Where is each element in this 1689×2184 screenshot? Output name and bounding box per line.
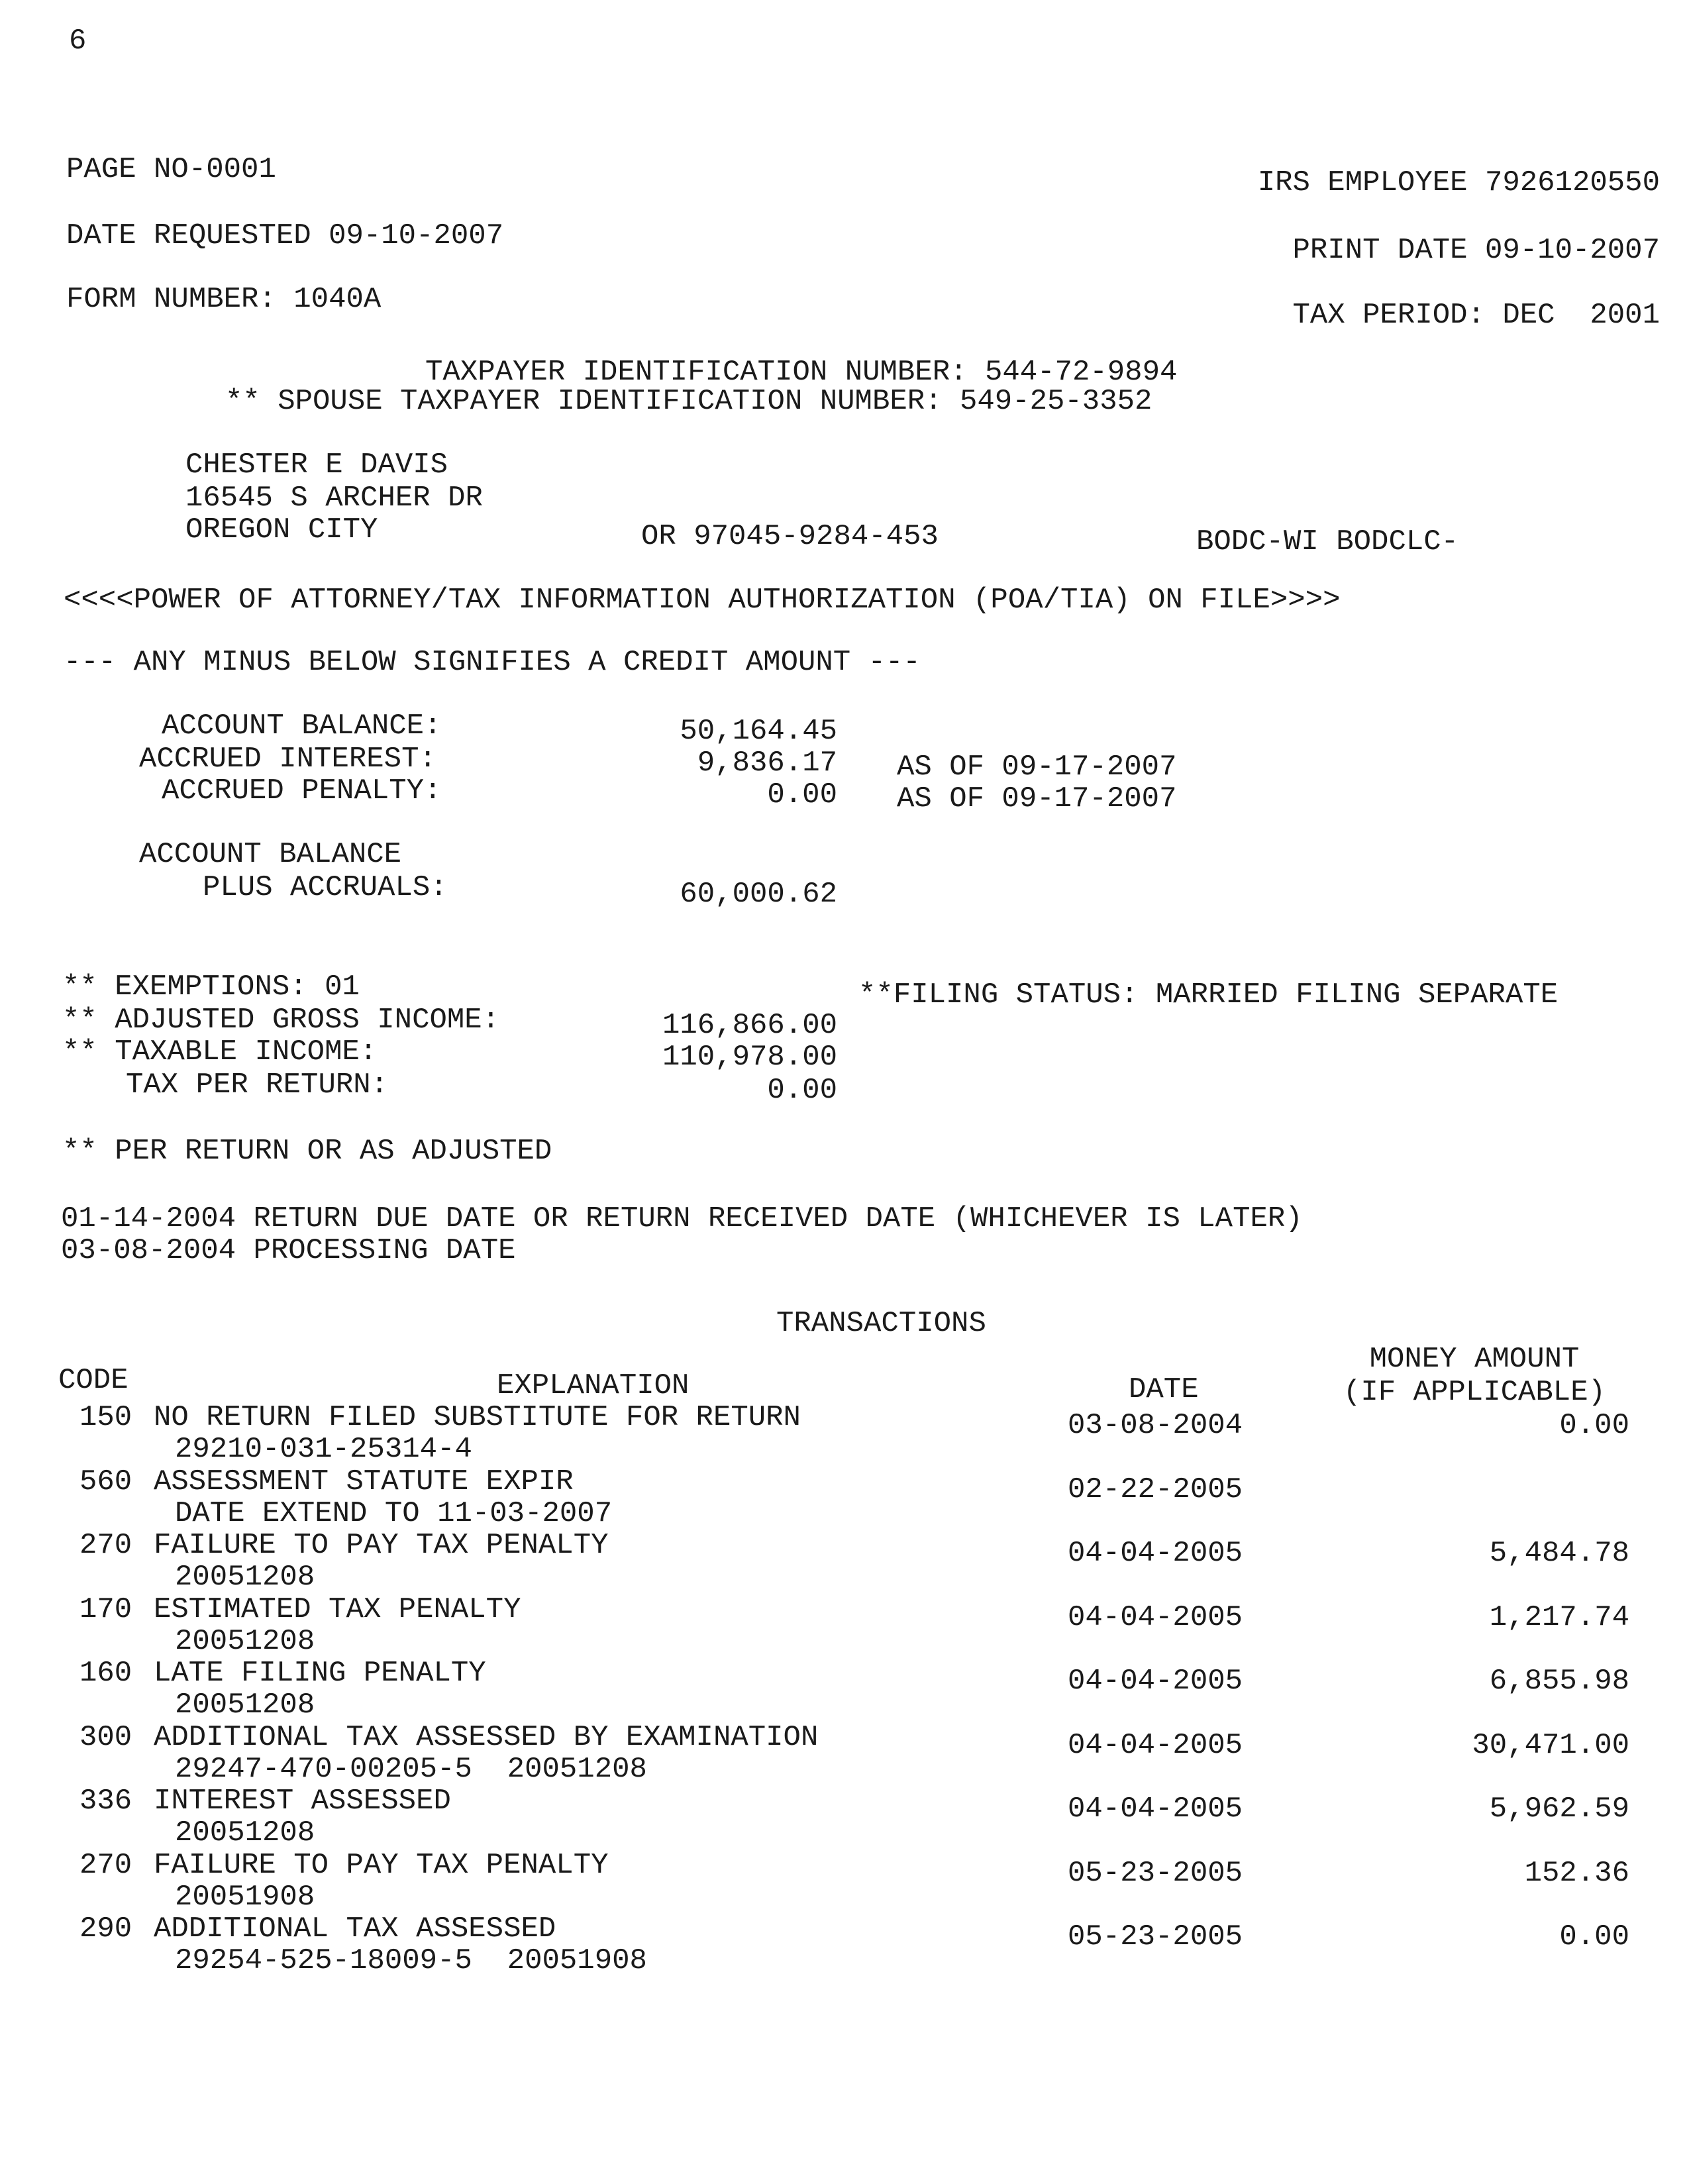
transaction-amount: 5,962.59 [1489, 1793, 1629, 1826]
accrued-penalty-label: ACCRUED PENALTY: [162, 774, 442, 807]
column-code: CODE [58, 1364, 128, 1397]
exemptions: ** EXEMPTIONS: 01 [62, 970, 360, 1004]
transaction-explanation: INTEREST ASSESSED [154, 1785, 451, 1818]
transaction-detail: 20051208 [175, 1625, 315, 1658]
transaction-date: 04-04-2005 [1068, 1537, 1243, 1570]
poa-notice: <<<<POWER OF ATTORNEY/TAX INFORMATION AUTHORIZATION (POA/TIA) ON FILE>>>> [64, 584, 1341, 617]
transaction-amount: 1,217.74 [1489, 1601, 1629, 1634]
transactions-title: TRANSACTIONS [776, 1307, 986, 1340]
account-balance-value: 50,164.45 [680, 715, 837, 748]
return-due-date-line: 01-14-2004 RETURN DUE DATE OR RETURN RECEIVED DATE (WHICHEVER IS LATER) [61, 1202, 1303, 1235]
transaction-date: 04-04-2005 [1068, 1601, 1243, 1634]
transaction-code: 560 [79, 1465, 132, 1498]
plus-accruals-value: 60,000.62 [680, 878, 837, 911]
page-number: PAGE NO-0001 [66, 153, 276, 186]
office-code: BODC-WI BODCLC- [1196, 525, 1459, 558]
column-amount-line-1: MONEY AMOUNT [1369, 1343, 1580, 1376]
taxpayer-name: CHESTER E DAVIS [185, 448, 448, 482]
transaction-amount: 0.00 [1559, 1920, 1629, 1953]
transaction-detail: DATE EXTEND TO 11-03-2007 [175, 1497, 613, 1530]
transaction-code: 160 [79, 1657, 132, 1690]
tax-per-return-value: 0.00 [767, 1074, 837, 1107]
plus-accruals-label-1: ACCOUNT BALANCE [139, 838, 402, 871]
spouse-tin: ** SPOUSE TAXPAYER IDENTIFICATION NUMBER: 549-25-3352 [225, 385, 1152, 418]
plus-accruals-label-2: PLUS ACCRUALS: [203, 871, 448, 904]
transaction-explanation: ADDITIONAL TAX ASSESSED BY EXAMINATION [154, 1721, 819, 1754]
agi-label: ** ADJUSTED GROSS INCOME: [62, 1004, 500, 1037]
irs-employee: IRS EMPLOYEE 7926120550 [1257, 166, 1660, 199]
transaction-detail: 20051208 [175, 1689, 315, 1722]
transaction-explanation: LATE FILING PENALTY [154, 1657, 486, 1690]
transaction-amount: 5,484.78 [1489, 1537, 1629, 1570]
street-address: 16545 S ARCHER DR [185, 482, 483, 515]
print-date: PRINT DATE 09-10-2007 [1292, 234, 1660, 267]
transaction-detail: 29247-470-00205-5 20051208 [175, 1753, 647, 1786]
column-date: DATE [1129, 1373, 1199, 1406]
transaction-explanation: ADDITIONAL TAX ASSESSED [154, 1912, 556, 1946]
transaction-amount: 0.00 [1559, 1409, 1629, 1442]
transaction-explanation: FAILURE TO PAY TAX PENALTY [154, 1849, 609, 1882]
taxable-income-value: 110,978.00 [662, 1041, 837, 1074]
tax-period: TAX PERIOD: DEC 2001 [1292, 299, 1660, 332]
city: OREGON CITY [185, 513, 378, 546]
form-number: FORM NUMBER: 1040A [66, 283, 382, 316]
transaction-detail: 29210-031-25314-4 [175, 1433, 472, 1466]
processing-date-line: 03-08-2004 PROCESSING DATE [61, 1234, 516, 1267]
filing-status: **FILING STATUS: MARRIED FILING SEPARATE [858, 978, 1559, 1012]
transaction-amount: 152.36 [1524, 1857, 1629, 1890]
transaction-detail: 20051908 [175, 1881, 315, 1914]
accrued-interest-value: 9,836.17 [697, 747, 837, 780]
transaction-date: 04-04-2005 [1068, 1665, 1243, 1698]
per-return-note: ** PER RETURN OR AS ADJUSTED [62, 1135, 552, 1168]
transaction-date: 05-23-2005 [1068, 1857, 1243, 1890]
account-balance-label: ACCOUNT BALANCE: [162, 709, 442, 743]
transaction-code: 150 [79, 1401, 132, 1434]
date-requested: DATE REQUESTED 09-10-2007 [66, 219, 504, 252]
transaction-amount: 30,471.00 [1472, 1729, 1629, 1762]
page-marker: 6 [69, 25, 87, 58]
transaction-explanation: NO RETURN FILED SUBSTITUTE FOR RETURN [154, 1401, 801, 1434]
transaction-code: 336 [79, 1785, 132, 1818]
transaction-detail: 20051208 [175, 1816, 315, 1849]
accrued-penalty-asof: AS OF 09-17-2007 [897, 782, 1177, 815]
state-zip: OR 97045-9284-453 [641, 520, 939, 553]
transaction-code: 270 [79, 1849, 132, 1882]
taxable-income-label: ** TAXABLE INCOME: [62, 1035, 378, 1068]
transaction-date: 04-04-2005 [1068, 1793, 1243, 1826]
transaction-code: 170 [79, 1593, 132, 1626]
taxpayer-tin: TAXPAYER IDENTIFICATION NUMBER: 544-72-9894 [425, 356, 1178, 389]
transaction-explanation: FAILURE TO PAY TAX PENALTY [154, 1529, 609, 1562]
minus-notice: --- ANY MINUS BELOW SIGNIFIES A CREDIT AMOUNT --- [64, 646, 921, 679]
transaction-code: 300 [79, 1721, 132, 1754]
transaction-date: 04-04-2005 [1068, 1729, 1243, 1762]
accrued-interest-label: ACCRUED INTEREST: [139, 743, 436, 776]
transaction-explanation: ESTIMATED TAX PENALTY [154, 1593, 521, 1626]
transaction-explanation: ASSESSMENT STATUTE EXPIR [154, 1465, 574, 1498]
transaction-code: 290 [79, 1912, 132, 1946]
transaction-code: 270 [79, 1529, 132, 1562]
transaction-date: 03-08-2004 [1068, 1409, 1243, 1442]
transaction-date: 05-23-2005 [1068, 1920, 1243, 1953]
transaction-detail: 29254-525-18009-5 20051908 [175, 1944, 647, 1977]
accrued-penalty-value: 0.00 [767, 778, 837, 811]
transaction-date: 02-22-2005 [1068, 1473, 1243, 1506]
agi-value: 116,866.00 [662, 1009, 837, 1042]
transaction-detail: 20051208 [175, 1561, 315, 1594]
transaction-amount: 6,855.98 [1489, 1665, 1629, 1698]
column-explanation: EXPLANATION [497, 1369, 690, 1402]
column-amount-line-2: (IF APPLICABLE) [1343, 1376, 1606, 1409]
tax-per-return-label: TAX PER RETURN: [126, 1068, 389, 1102]
accrued-interest-asof: AS OF 09-17-2007 [897, 751, 1177, 784]
